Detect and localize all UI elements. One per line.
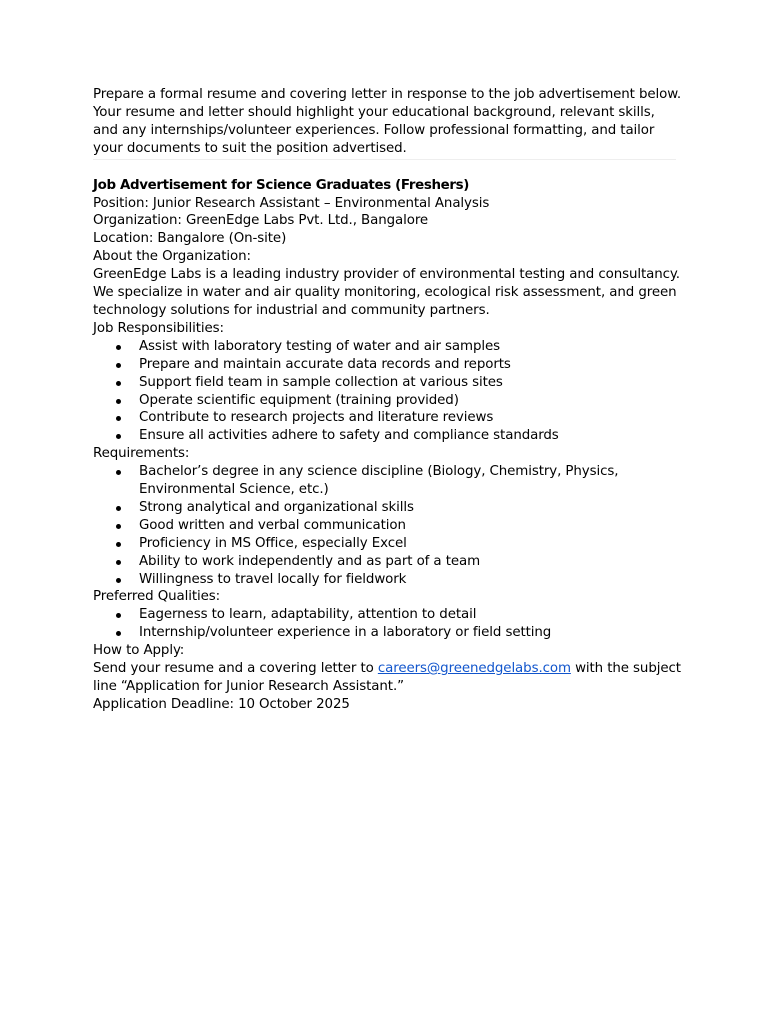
about-text: GreenEdge Labs is a leading industry provider of environmental testing and consultancy. We specialize in water and air quality monitoring, ecological risk assessment, and green technology solutions for industrial and community partners. (93, 267, 680, 318)
section-divider (93, 159, 676, 160)
about-heading: About the Organization: (93, 249, 251, 265)
list-item: Prepare and maintain accurate data records and reports (93, 356, 683, 374)
document-page (93, 86, 683, 714)
intro-paragraph: Prepare a formal resume and covering letter in response to the job advertisement below. Your resume and letter should highlight your educational background, relevant skills, and any internships/volunteer experiences. Follow professional formatting, and tailor your documents to suit the position advertised. (93, 87, 682, 156)
list-item: Willingness to travel locally for fieldwork (93, 571, 683, 589)
position-line: Position: Junior Research Assistant – Environmental Analysis (93, 195, 490, 211)
email-link[interactable]: careers@greenedgelabs.com (377, 661, 571, 677)
preferred-list (93, 606, 683, 642)
requirements-list (93, 463, 683, 588)
list-item: Good written and verbal communication (93, 517, 683, 535)
list-item: Ability to work independently and as part of a team (93, 553, 683, 571)
responsibilities-list (93, 338, 683, 445)
apply-instructions (93, 660, 683, 696)
list-item: Contribute to research projects and literature reviews (93, 409, 683, 427)
apply-heading: How to Apply: (93, 643, 185, 659)
list-item: Support field team in sample collection at various sites (93, 374, 683, 392)
list-item: Assist with laboratory testing of water and air samples (93, 338, 683, 356)
preferred-heading: Preferred Qualities: (93, 589, 221, 605)
list-item: Bachelor’s degree in any science discipline (Biology, Chemistry, Physics, Environmental Science, etc.) (93, 463, 683, 499)
organization-line: Organization: GreenEdge Labs Pvt. Ltd., Bangalore (93, 213, 429, 229)
ad-title: Job Advertisement for Science Graduates (Freshers) (93, 177, 470, 193)
list-item: Strong analytical and organizational skills (93, 499, 683, 517)
apply-suffix: with the subject line “Application for Junior Research Assistant.” (93, 661, 681, 694)
list-item: Eagerness to learn, adaptability, attention to detail (93, 606, 683, 624)
list-item: Internship/volunteer experience in a laboratory or field setting (93, 624, 683, 642)
list-item: Proficiency in MS Office, especially Excel (93, 535, 683, 553)
location-line: Location: Bangalore (On-site) (93, 231, 287, 247)
requirements-heading: Requirements: (93, 446, 190, 462)
list-item: Operate scientific equipment (training provided) (93, 392, 683, 410)
list-item: Ensure all activities adhere to safety and compliance standards (93, 427, 683, 445)
apply-prefix: Send your resume and a covering letter to (93, 661, 378, 677)
deadline-line: Application Deadline: 10 October 2025 (93, 696, 350, 712)
responsibilities-heading: Job Responsibilities: (93, 320, 224, 336)
